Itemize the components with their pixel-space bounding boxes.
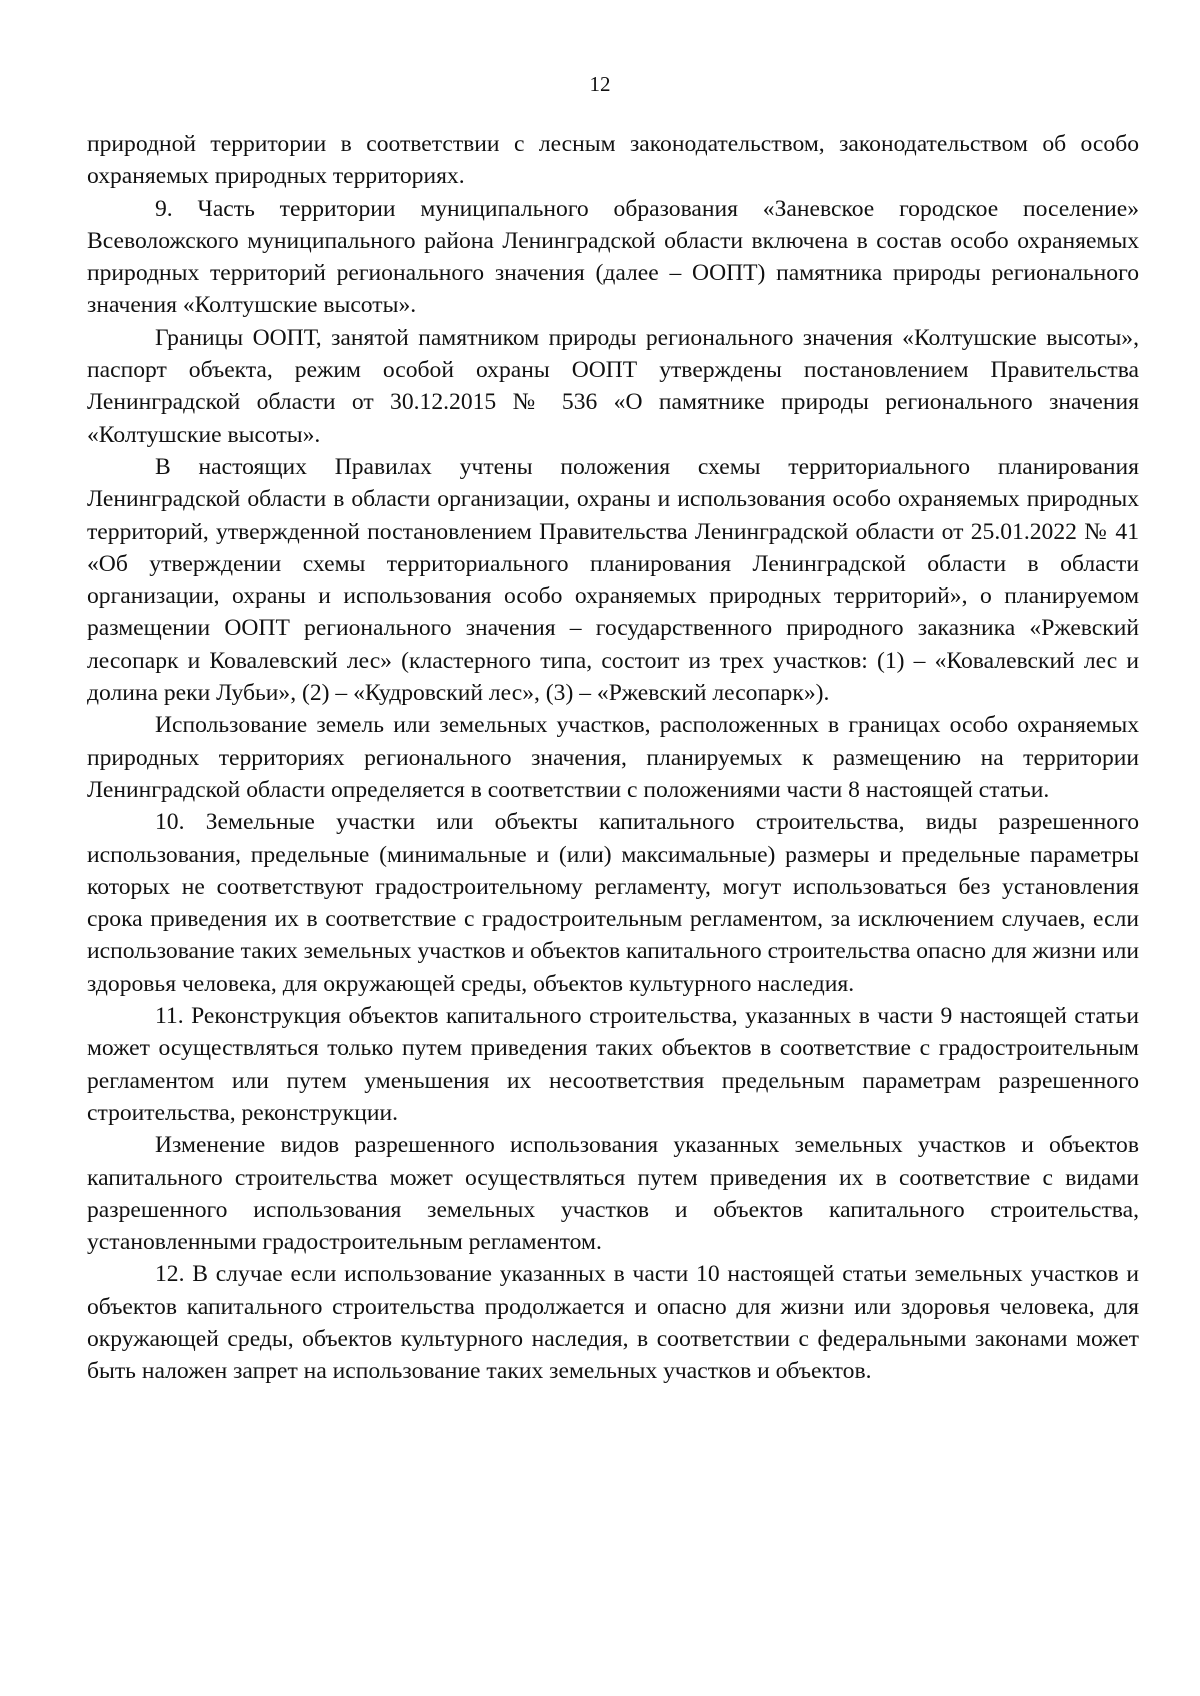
paragraph-continuation: природной территории в соответствии с лесным законодательством, законодательством об особо охраняемых природных территориях.	[87, 131, 1139, 190]
paragraph-item-9: 9. Часть территории муниципального образования «Заневское городское поселение» Всеволожского муниципального района Ленинградской области включена в состав особо охраняемых природных территорий регионального значения (далее – ООПТ) памятника природы регионального значения «Колтушские высоты».	[87, 195, 1139, 319]
paragraph-territorial-planning: В настоящих Правилах учтены положения схемы территориального планирования Ленинградской области в области организации, охраны и использования особо охраняемых природных территорий, утвержденной постановлением Правительства Ленинградской области от 25.01.2022 № 41 «Об утверждении схемы территориального планирования Ленинградской области в области организации, охраны и использования особо охраняемых природных территорий», о планируемом размещении ООПТ регионального значения – государственного природного заказника «Ржевский лесопарк и Ковалевский лес» (кластерного типа, состоит из трех участков: (1) – «Ковалевский лес и долина реки Лубьи», (2) – «Кудровский лес», (3) – «Ржевский лесопарк»).	[87, 453, 1139, 707]
paragraph-use-change: Изменение видов разрешенного использования указанных земельных участков и объектов капитального строительства может осуществляться путем приведения их в соответствие с видами разрешенного использования земельных участков и объектов капитального строительства, установленными градостроительным регламентом.	[87, 1132, 1139, 1256]
paragraph-item-12: 12. В случае если использование указанных в части 10 настоящей статьи земельных участков и объектов капитального строительства продолжается и опасно для жизни или здоровья человека, для окружающей среды, объектов культурного наследия, в соответствии с федеральными законами может быть наложен запрет на использование таких земельных участков и объектов.	[87, 1261, 1139, 1385]
document-body	[87, 128, 1139, 1388]
paragraph-land-use: Использование земель или земельных участков, расположенных в границах особо охраняемых природных территориях регионального значения, планируемых к размещению на территории Ленинградской области определяется в соответствии с положениями части 8 настоящей статьи.	[87, 712, 1139, 803]
page-number: 12	[589, 72, 611, 96]
paragraph-item-10: 10. Земельные участки или объекты капитального строительства, виды разрешенного использования, предельные (минимальные и (или) максимальные) размеры и предельные параметры которых не соответствуют градостроительному регламенту, могут использоваться без установления срока приведения их в соответствие с градостроительным регламентом, за исключением случаев, если использование таких земельных участков и объектов капитального строительства опасно для жизни или здоровья человека, для окружающей среды, объектов культурного наследия.	[87, 809, 1139, 997]
paragraph-item-11: 11. Реконструкция объектов капитального строительства, указанных в части 9 настоящей статьи может осуществляться только путем приведения таких объектов в соответствие с градостроительным регламентом или путем уменьшения их несоответствия предельным параметрам разрешенного строительства, реконструкции.	[87, 1003, 1139, 1126]
paragraph-oopt-boundaries: Границы ООПТ, занятой памятником природы регионального значения «Колтушские высоты», паспорт объекта, режим особой охраны ООПТ утверждены постановлением Правительства Ленинградской области от 30.12.2015 № 536 «О памятнике природы регионального значения «Колтушские высоты».	[87, 324, 1139, 448]
